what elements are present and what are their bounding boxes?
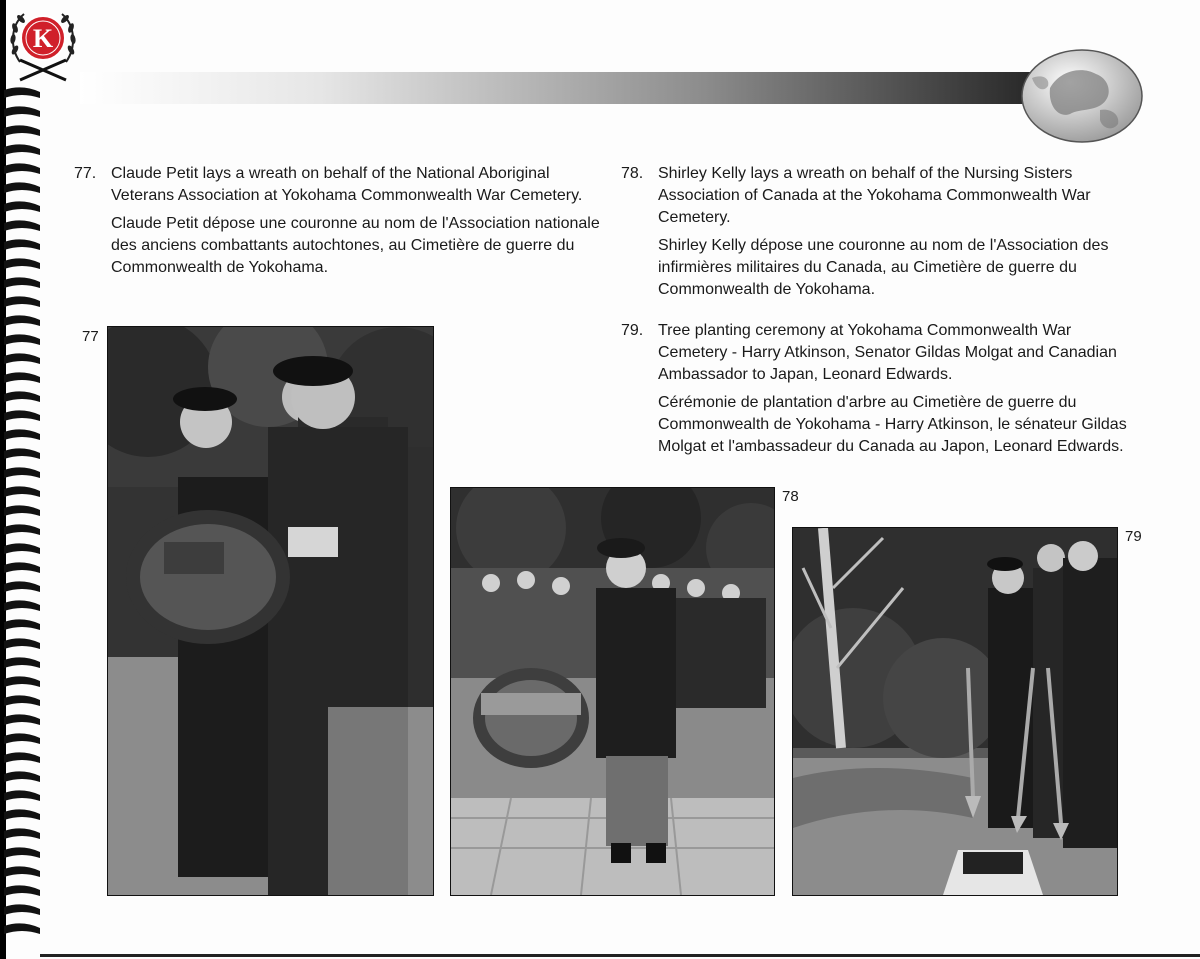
- spiral-coil: [4, 125, 40, 136]
- spiral-coil: [4, 144, 40, 155]
- spiral-coil: [4, 296, 40, 307]
- caption-79: [621, 320, 1129, 464]
- spiral-coil: [4, 486, 40, 497]
- spiral-coil: [4, 790, 40, 801]
- photo-77-wreath-laying: [107, 326, 434, 896]
- spiral-coil: [4, 106, 40, 117]
- spiral-coil: [4, 467, 40, 478]
- spiral-coil: [4, 410, 40, 421]
- k-wreath-logo: [6, 4, 80, 84]
- spiral-coil: [4, 733, 40, 744]
- bottom-rule: [40, 954, 1200, 957]
- photo-78-wreath-laying: [450, 487, 775, 896]
- spiral-coil: [4, 771, 40, 782]
- spiral-coil: [4, 809, 40, 820]
- caption-french: Cérémonie de plantation d'arbre au Cimetière de guerre du Commonwealth de Yokohama - Harry Atkinson, le sénateur Gildas Molgat et l'ambassadeur du Canada au Japon, Leonard Edwards.: [658, 394, 1127, 455]
- spiral-coil: [4, 258, 40, 269]
- spiral-coil: [4, 163, 40, 174]
- spiral-coil: [4, 676, 40, 687]
- spiral-coil: [4, 277, 40, 288]
- caption-english: Tree planting ceremony at Yokohama Commonwealth War Cemetery - Harry Atkinson, Senator Gildas Molgat and Canadian Ambassador to Japan, Leonard Edwards.: [658, 322, 1117, 383]
- spiral-coil: [4, 657, 40, 668]
- spiral-coil: [4, 220, 40, 231]
- spiral-coil: [4, 372, 40, 383]
- spiral-coil: [4, 429, 40, 440]
- spiral-coil: [4, 543, 40, 554]
- caption-english: Claude Petit lays a wreath on behalf of the National Aboriginal Veterans Association at Yokohama Commonwealth War Cemetery.: [111, 165, 583, 204]
- spiral-coil: [4, 87, 40, 98]
- photo-79-tree-planting: [792, 527, 1118, 896]
- spiral-coil: [4, 847, 40, 858]
- spiral-coil: [4, 182, 40, 193]
- spiral-coil: [4, 505, 40, 516]
- caption-number: 78.: [621, 165, 644, 182]
- photo-label-79: 79: [1125, 528, 1142, 545]
- spiral-coil: [4, 904, 40, 915]
- spiral-coil: [4, 638, 40, 649]
- caption-number: 77.: [74, 165, 97, 182]
- caption-78: [621, 163, 1129, 307]
- header-gradient-bar: [80, 72, 1040, 104]
- spiral-coil: [4, 562, 40, 573]
- spiral-coil: [4, 448, 40, 459]
- spiral-coil: [4, 391, 40, 402]
- spiral-coil: [4, 239, 40, 250]
- spiral-coil: [4, 885, 40, 896]
- spiral-coil: [4, 524, 40, 535]
- spiral-coil: [4, 315, 40, 326]
- spiral-coil: [4, 619, 40, 630]
- spiral-binding: [0, 0, 44, 959]
- spiral-coil: [4, 600, 40, 611]
- spiral-coil: [4, 201, 40, 212]
- spiral-coil: [4, 334, 40, 345]
- photo-label-78: 78: [782, 488, 799, 505]
- spiral-coil: [4, 353, 40, 364]
- caption-77: [74, 163, 604, 285]
- globe-map-icon: [1020, 48, 1144, 144]
- caption-number: 79.: [621, 322, 644, 339]
- logo-letter: K: [32, 24, 54, 53]
- spiral-coil: [4, 581, 40, 592]
- spiral-coil: [4, 695, 40, 706]
- spiral-coil: [4, 714, 40, 725]
- caption-french: Claude Petit dépose une couronne au nom de l'Association nationale des anciens combattants autochtones, au Cimetière de guerre du Commonwealth de Yokohama.: [111, 215, 600, 276]
- spiral-coil: [4, 828, 40, 839]
- caption-french: Shirley Kelly dépose une couronne au nom de l'Association des infirmières militaires du Canada, au Cimetière de guerre du Commonwealth de Yokohama.: [658, 237, 1109, 298]
- spiral-coil: [4, 866, 40, 877]
- spiral-coil: [4, 752, 40, 763]
- photo-label-77: 77: [82, 328, 99, 345]
- caption-english: Shirley Kelly lays a wreath on behalf of the Nursing Sisters Association of Canada at the Yokohama Commonwealth War Cemetery.: [658, 165, 1091, 226]
- spiral-coil: [4, 923, 40, 934]
